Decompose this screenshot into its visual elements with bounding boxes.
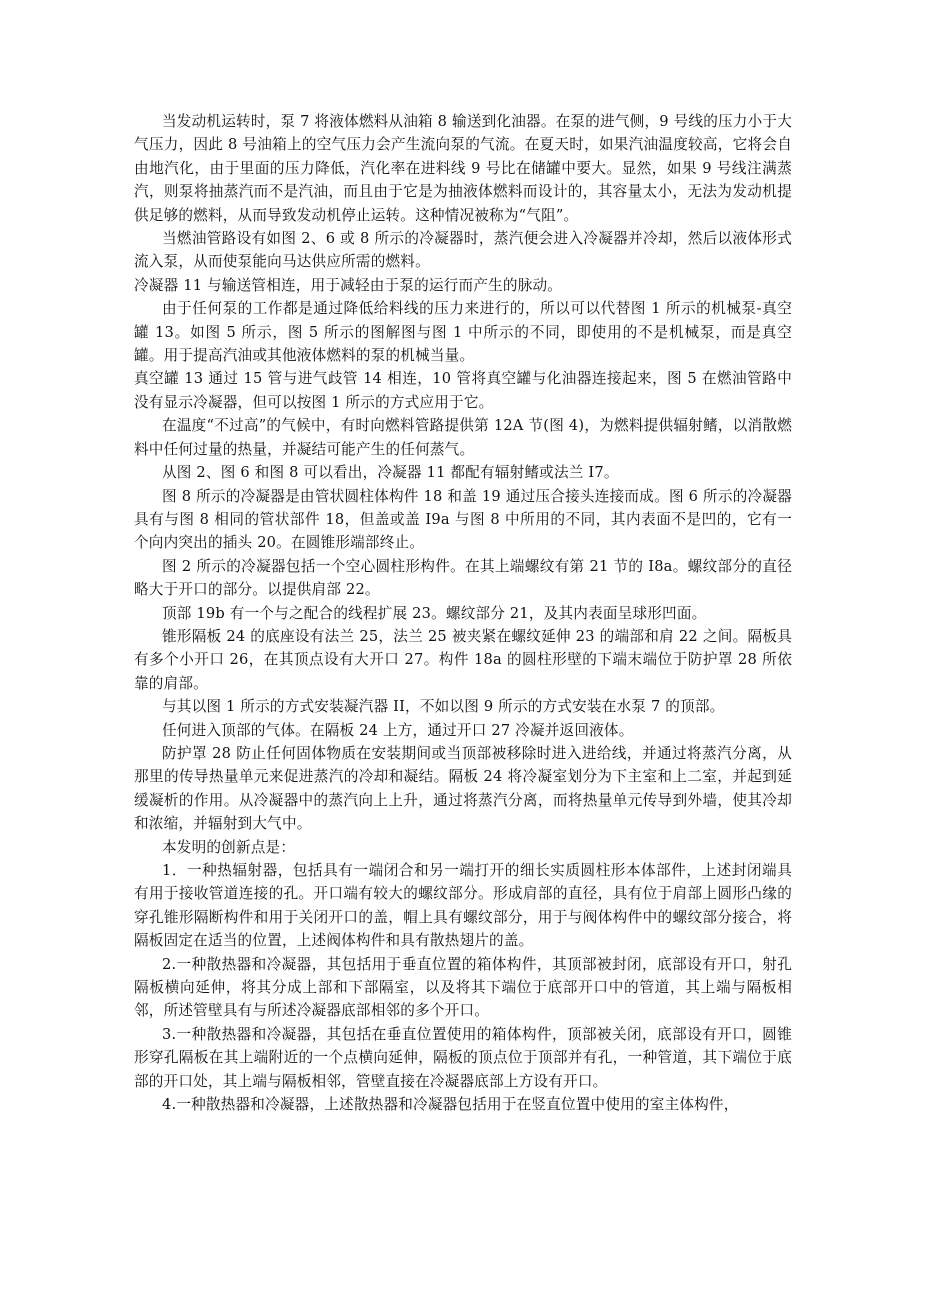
paragraph-claim-2: 2.一种散热器和冷凝器，其包括用于垂直位置的箱体构件，其顶部被封闭，底部设有开口，射孔隔板横向延伸，将其分成上部和下部隔室，以及将其下端位于底部开口中的管道，其上端与隔板相邻，所述管壁具有与所述冷凝器底部相邻的多个开口。	[134, 955, 792, 1020]
paragraph-condenser-11: 冷凝器 11 与输送管相连，用于减轻由于泵的运行而产生的脉动。	[134, 276, 563, 294]
paragraph-vapor-lock: 当发动机运转时，泵 7 将液体燃料从油箱 8 输送到化油器。在泵的进气侧，9 号线的压力小于大气压力，因此 8 号油箱上的空气压力会产生流向泵的气流。在夏天时，如果汽油温度较高，它将会自由地汽化，由于里面的压力降低，汽化率在进料线 9 号比在储罐中要大。显然，如果 9 号线注满蒸汽，则泵将抽蒸汽而不是汽油，而且由于它是为抽液体燃料而设计的，其容量太小，无法为发动机提供足够的燃料，从而导致发动机停止运转。这种情况被称为“气阻”。	[134, 113, 792, 224]
paragraph-figure-2: 图 2 所示的冷凝器包括一个空心圆柱形构件。在其上端螺纹有第 21 节的 I8a。螺纹部分的直径略大于开口的部分。以提供肩部 22。	[134, 557, 792, 599]
document-page	[134, 110, 792, 1116]
paragraph-condenser-function: 当燃油管路设有如图 2、6 或 8 所示的冷凝器时，蒸汽便会进入冷凝器并冷却，然后以液体形式流入泵，从而使泵能向马达供应所需的燃料。	[134, 230, 792, 271]
paragraph-innovation-heading: 本发明的创新点是：	[162, 838, 296, 856]
paragraph-gas-entry: 任何进入顶部的气体。在隔板 24 上方，通过开口 27 冷凝并返回液体。	[162, 721, 634, 739]
paragraph-radiating-fins: 在温度“不过高”的气候中，有时向燃料管路提供第 12A 节(图 4)，为燃料提供辐射鳍，以消散燃料中任何过量的热量，并凝结可能产生的任何蒸气。	[134, 417, 792, 458]
paragraph-vacuum-tank: 由于任何泵的工作都是通过降低给料线的压力来进行的，所以可以代替图 1 所示的机械泵-真空罐 13。如图 5 所示，图 5 所示的图解图与图 1 中所示的不同，即使用的不是机械泵，而是真空罐。用于提高汽油或其他液体燃料的泵的机械当量。	[134, 300, 792, 365]
paragraph-claim-1: 1．一种热辐射器，包括具有一端闭合和另一端打开的细长实质圆柱形本体部件，上述封闭端具有用于接收管道连接的孔。开口端有较大的螺纹部分。形成肩部的直径，具有位于肩部上圆形凸缘的穿孔锥形隔断构件和用于关闭开口的盖，帽上具有螺纹部分，用于与阀体构件中的螺纹部分接合，将隔板固定在适当的位置，上述阀体构件和具有散热翅片的盖。	[134, 862, 792, 950]
paragraph-claim-3: 3.一种散热器和冷凝器，其包括在垂直位置使用的箱体构件，顶部被关闭，底部设有开口，圆锥形穿孔隔板在其上端附近的一个点横向延伸，隔板的顶点位于顶部并有孔，一种管道，其下端位于底部的开口处，其上端与隔板相邻，管壁直接在冷凝器底部上方设有开口。	[134, 1025, 792, 1090]
paragraph-claim-4: 4.一种散热器和冷凝器，上述散热器和冷凝器包括用于在竖直位置中使用的室主体构件，	[162, 1096, 739, 1114]
paragraph-top-19b: 顶部 19b 有一个与之配合的线程扩展 23。螺纹部分 21，及其内表面呈球形凹面。	[162, 604, 707, 622]
paragraph-shield-28: 防护罩 28 防止任何固体物质在安装期间或当顶部被移除时进入进给线，并通过将蒸汽分离，从那里的传导热量单元来促进蒸汽的冷却和凝结。隔板 24 将冷凝室划分为下主室和上二室，并起到延缓凝析的作用。从冷凝器中的蒸汽向上上升，通过将蒸汽分离，而将热量单元传导到外墙，使其冷却和浓缩，并辐射到大气中。	[134, 744, 792, 833]
paragraph-installation: 与其以图 1 所示的方式安装凝汽器 II，不如以图 9 所示的方式安装在水泵 7 的顶部。	[162, 698, 725, 716]
paragraph-fins-flanges: 从图 2、图 6 和图 8 可以看出，冷凝器 11 都配有辐射鳍或法兰 I7。	[162, 464, 619, 482]
paragraph-baffle-24: 锥形隔板 24 的底座设有法兰 25，法兰 25 被夹紧在螺纹延伸 23 的端部和肩 22 之间。隔板具有多个小开口 26，在其顶点设有大开口 27。构件 18a 的圆柱形壁的下端末端位于防护罩 28 所依靠的肩部。	[134, 627, 792, 692]
paragraph-vacuum-tank-13: 真空罐 13 通过 15 管与进气歧管 14 相连，10 管将真空罐与化油器连接起来，图 5 在燃油管路中没有显示冷凝器，但可以按图 1 所示的方式应用于它。	[134, 370, 792, 411]
paragraph-figure-8: 图 8 所示的冷凝器是由管状圆柱体构件 18 和盖 19 通过压合接头连接而成。图 6 所示的冷凝器具有与图 8 相同的管状部件 18，但盖或盖 I9a 与图 8 中所用的不同，其内表面不是凹的，它有一个向内突出的插头 20。在圆锥形端部终止。	[134, 487, 792, 552]
